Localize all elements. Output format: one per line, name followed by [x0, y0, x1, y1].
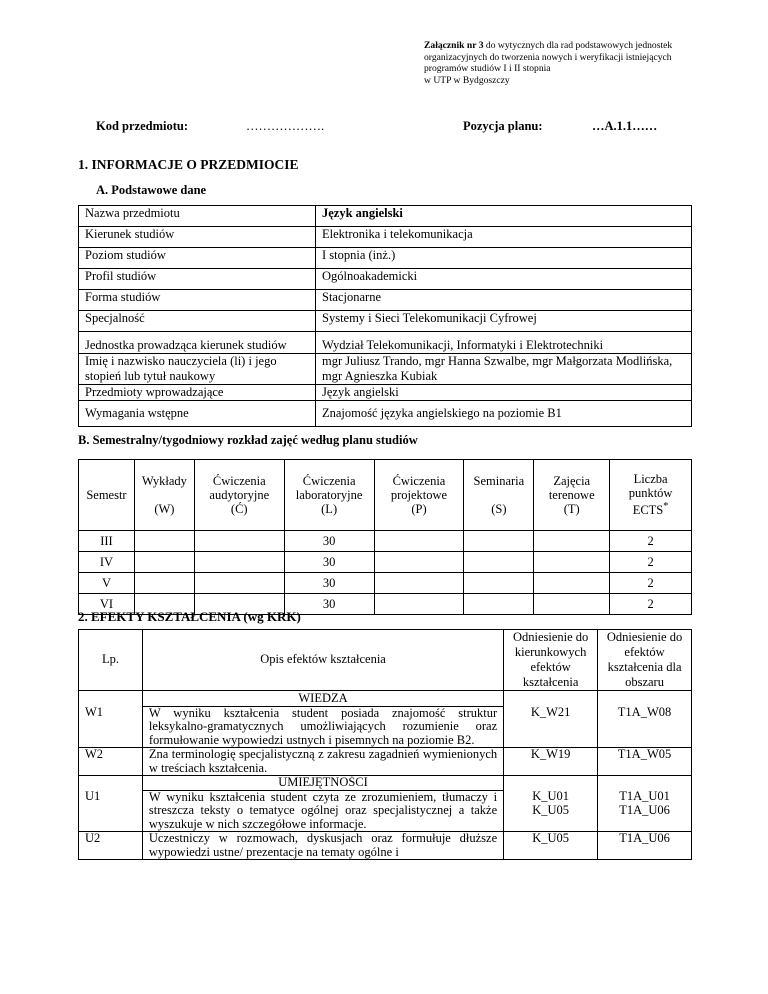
opis-cell: Uczestniczy w rozmowach, dyskusjach oraz formułuje dłuższe wypowiedzi ustne/ prezentacje na tematy ogólne i — [142, 832, 503, 860]
opis-header: Opis efektów kształcenia — [142, 630, 503, 691]
schedule-cell — [534, 594, 610, 615]
obszar-cell: T1A_U01 T1A_U06 — [598, 790, 692, 832]
kier-header: Odniesienie do kierunkowych efektów kształcenia — [504, 630, 598, 691]
schedule-header-code: (Ć) — [230, 502, 248, 516]
schedule-header-label: Liczba punktów — [628, 472, 673, 501]
basic-key: Kierunek studiów — [79, 227, 316, 248]
schedule-cell — [194, 531, 284, 552]
basic-value: Ogólnoakademicki — [316, 269, 692, 290]
schedule-cell — [534, 531, 610, 552]
schedule-cell — [374, 531, 464, 552]
table-row — [79, 706, 692, 748]
table-row — [79, 385, 692, 401]
basic-key: Przedmioty wprowadzające — [79, 385, 316, 401]
wiedza-row — [79, 691, 692, 707]
opis-cell: W wyniku kształcenia student czyta ze zrozumieniem, tłumaczy i streszcza teksty o tematyce ogólnej oraz specjalistycznej a także wyszukuje w nich szczegółowe informacje. — [142, 790, 503, 832]
schedule-cell: 2 — [610, 594, 692, 615]
umiejetnosci-row — [79, 776, 692, 791]
table-row — [79, 401, 692, 427]
basic-value: Język angielski — [316, 385, 692, 401]
schedule-header-label: Ćwiczenia audytoryjne — [209, 474, 270, 502]
table-row — [79, 354, 692, 385]
opis-cell: Zna terminologię specjalistyczną z zakresu zagadnień wymienionych w treściach kształcenia. — [142, 748, 503, 776]
schedule-cell: III — [79, 531, 135, 552]
basic-value: Elektronika i telekomunikacja — [316, 227, 692, 248]
schedule-cell: IV — [79, 552, 135, 573]
schedule-cell — [464, 594, 534, 615]
schedule-cell — [534, 573, 610, 594]
schedule-header-label: Seminaria — [473, 474, 525, 488]
table-row — [79, 531, 692, 552]
table-row — [79, 206, 692, 227]
schedule-cell: 2 — [610, 573, 692, 594]
attachment-note-line2: organizacyjnych do tworzenia nowych i weryfikacji istniejących — [424, 51, 672, 63]
kier-cell: K_W19 — [504, 748, 598, 776]
basic-key: Forma studiów — [79, 290, 316, 311]
basic-key: Profil studiów — [79, 269, 316, 290]
basic-info-table — [78, 205, 692, 427]
schedule-table — [78, 459, 692, 615]
basic-key: Wymagania wstępne — [79, 401, 316, 427]
schedule-header-label: Zajęcia terenowe — [548, 474, 595, 502]
schedule-header-label: Ćwiczenia laboratoryjne — [295, 474, 363, 502]
section-a-title: A. Podstawowe dane — [96, 183, 207, 197]
basic-value: Stacjonarne — [316, 290, 692, 311]
schedule-header — [610, 460, 692, 531]
schedule-cell: 2 — [610, 531, 692, 552]
schedule-cell: 30 — [284, 594, 374, 615]
obszar-cell: T1A_W08 — [598, 706, 692, 748]
attachment-note-text: do wytycznych dla rad podstawowych jednostek — [483, 40, 673, 51]
table-row — [79, 748, 692, 776]
table-row — [79, 248, 692, 269]
schedule-header-label: Wykłady — [141, 474, 187, 488]
schedule-header-code: (S) — [491, 502, 507, 516]
schedule-cell — [534, 552, 610, 573]
obszar-header: Odniesienie do efektów kształcenia dla obszaru — [598, 630, 692, 691]
basic-value: I stopnia (inż.) — [316, 248, 692, 269]
learning-outcomes-table — [78, 629, 692, 860]
section-b-title: B. Semestralny/tygodniowy rozkład zajęć według planu studiów — [78, 433, 418, 447]
table-row — [79, 790, 692, 832]
lp-cell: U2 — [79, 832, 143, 860]
obszar-cell — [598, 776, 692, 791]
kod-value: ………………. — [246, 119, 325, 133]
outcomes-header-row — [79, 630, 692, 691]
schedule-cell: 2 — [610, 552, 692, 573]
schedule-cell: 30 — [284, 573, 374, 594]
kier-cell — [504, 691, 598, 707]
umiejetnosci-label: UMIEJĘTNOŚCI — [142, 776, 503, 791]
schedule-cell: 30 — [284, 531, 374, 552]
schedule-header-code: (T) — [563, 502, 580, 516]
schedule-cell — [374, 552, 464, 573]
schedule-cell — [134, 573, 194, 594]
table-row — [79, 269, 692, 290]
schedule-cell — [464, 573, 534, 594]
lp-header: Lp. — [79, 630, 143, 691]
basic-key: Poziom studiów — [79, 248, 316, 269]
schedule-header-label: Semestr — [86, 488, 127, 502]
wiedza-label: WIEDZA — [142, 691, 503, 707]
opis-cell: W wyniku kształcenia student posiada znajomość struktur leksykalno-gramatycznych umożliwiających rozumienie oraz formułowanie wypowiedzi ustnych i pisemnych na poziomie B2. — [142, 706, 503, 748]
section2-title: 2. EFEKTY KSZTAŁCENIA (wg KRK) — [78, 609, 301, 624]
schedule-cell — [194, 573, 284, 594]
basic-value: Język angielski — [316, 206, 692, 227]
lp-cell — [79, 691, 143, 707]
schedule-header — [134, 460, 194, 531]
kier-cell — [504, 776, 598, 791]
lp-cell — [79, 776, 143, 791]
table-row — [79, 290, 692, 311]
schedule-header — [534, 460, 610, 531]
attachment-note-line4: w UTP w Bydgoszczy — [424, 74, 510, 86]
lp-cell: U1 — [79, 790, 143, 832]
kier-cell: K_U05 — [504, 832, 598, 860]
section1-title: 1. INFORMACJE O PRZEDMIOCIE — [78, 157, 299, 172]
lp-cell: W1 — [79, 706, 143, 748]
pozycja-label: Pozycja planu: — [463, 119, 543, 133]
schedule-header-code: (P) — [411, 502, 427, 516]
attachment-note-bold: Załącznik nr 3 — [424, 40, 484, 51]
schedule-header-code: (L) — [321, 502, 338, 516]
table-row — [79, 573, 692, 594]
basic-value: Znajomość języka angielskiego na poziomie B1 — [316, 401, 692, 427]
schedule-header-label: Ćwiczenia projektowe — [390, 474, 448, 502]
schedule-header-code: ECTS — [632, 503, 664, 518]
schedule-cell: VI — [79, 594, 135, 615]
kier-cell: K_U01 K_U05 — [504, 790, 598, 832]
ects-footnote-mark: * — [663, 501, 669, 513]
obszar-cell: T1A_W05 — [598, 748, 692, 776]
schedule-cell: 30 — [284, 552, 374, 573]
schedule-cell — [194, 552, 284, 573]
basic-value: Wydział Telekomunikacji, Informatyki i Elektrotechniki — [316, 332, 692, 354]
basic-key: Specjalność — [79, 311, 316, 332]
obszar-cell — [598, 691, 692, 707]
schedule-cell — [374, 573, 464, 594]
attachment-note-line3: programów studiów I i II stopnia — [424, 63, 551, 74]
basic-key: Nazwa przedmiotu — [79, 206, 316, 227]
basic-value: mgr Juliusz Trando, mgr Hanna Szwalbe, mgr Małgorzata Modlińska, mgr Agnieszka Kubiak — [316, 354, 692, 385]
basic-key: Jednostka prowadząca kierunek studiów — [79, 332, 316, 354]
schedule-header — [374, 460, 464, 531]
schedule-cell — [464, 531, 534, 552]
schedule-header — [284, 460, 374, 531]
table-row — [79, 332, 692, 354]
obszar-cell: T1A_U06 — [598, 832, 692, 860]
schedule-cell — [134, 531, 194, 552]
lp-cell: W2 — [79, 748, 143, 776]
schedule-cell — [134, 552, 194, 573]
schedule-header-row — [79, 460, 692, 531]
schedule-header-code: (W) — [154, 502, 175, 516]
basic-key: Imię i nazwisko nauczyciela (li) i jego stopień lub tytuł naukowy — [79, 354, 316, 385]
schedule-header — [79, 460, 135, 531]
basic-value: Systemy i Sieci Telekomunikacji Cyfrowej — [316, 311, 692, 332]
table-row — [79, 832, 692, 860]
schedule-cell — [464, 552, 534, 573]
table-row — [79, 552, 692, 573]
pozycja-value: …A.1.1…… — [592, 119, 658, 133]
schedule-cell — [374, 594, 464, 615]
kod-label: Kod przedmiotu: — [96, 119, 189, 133]
schedule-header — [464, 460, 534, 531]
schedule-cell: V — [79, 573, 135, 594]
attachment-note — [424, 40, 724, 86]
kier-cell: K_W21 — [504, 706, 598, 748]
schedule-header — [194, 460, 284, 531]
table-row — [79, 227, 692, 248]
table-row — [79, 311, 692, 332]
